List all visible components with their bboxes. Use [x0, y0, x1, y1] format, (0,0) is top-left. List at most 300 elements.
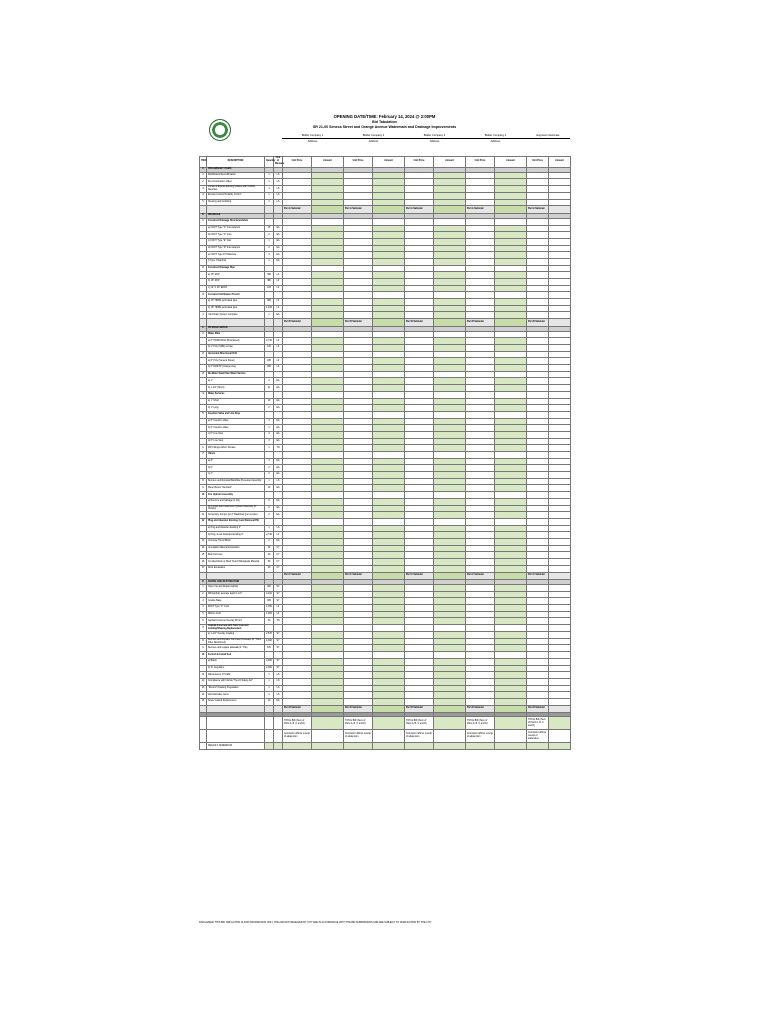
item-description: Mill Asphalt, average depth 1-1/4" — [207, 591, 265, 598]
addendum-value — [373, 730, 405, 743]
item-unit: LS — [274, 199, 283, 206]
item-no: 5 — [200, 199, 207, 206]
amount — [373, 279, 405, 286]
amount — [434, 252, 466, 259]
item-no — [200, 299, 207, 306]
bid-table — [199, 156, 571, 750]
subtotal-row — [200, 319, 571, 327]
item-quantity: 300 — [265, 365, 274, 372]
item-quantity: 180 — [265, 358, 274, 365]
amount — [434, 398, 466, 405]
unit-price — [283, 452, 312, 459]
amount — [312, 305, 344, 312]
amount — [495, 199, 527, 206]
unit-price — [405, 179, 434, 186]
item-description: Water Services — [207, 391, 265, 398]
amount — [434, 418, 466, 425]
unit-price — [344, 292, 373, 299]
amount — [312, 192, 344, 199]
item-description: a) Remove and Salvage to City — [207, 498, 265, 505]
amount — [312, 338, 344, 345]
amount — [373, 492, 405, 499]
unit-price — [283, 225, 312, 232]
amount — [373, 591, 405, 598]
item-no: 6 — [200, 445, 207, 452]
subtotal-amount — [373, 572, 405, 580]
item-unit: CY — [274, 545, 283, 552]
unit-price — [466, 665, 495, 672]
amount — [312, 378, 344, 385]
unit-price — [466, 351, 495, 358]
amount — [434, 238, 466, 245]
amount — [373, 672, 405, 679]
item-unit: EA — [274, 385, 283, 392]
cell — [274, 319, 283, 327]
amount — [495, 425, 527, 432]
amount — [373, 519, 405, 526]
amount — [312, 285, 344, 292]
unit-price — [283, 498, 312, 505]
total-bid-amount — [373, 717, 405, 730]
unit-price — [344, 472, 373, 479]
unit-price — [527, 252, 549, 259]
item-no — [200, 458, 207, 465]
unit-price — [527, 305, 549, 312]
item-quantity: 2 — [265, 232, 274, 239]
subtotal-label: Part B Subtotal — [466, 319, 495, 327]
item-no: 4 — [200, 605, 207, 612]
item-quantity: 10 — [265, 398, 274, 405]
amount — [373, 285, 405, 292]
table-row — [200, 478, 571, 485]
unit-price — [466, 192, 495, 199]
unit-price — [405, 498, 434, 505]
unit-price — [527, 265, 549, 272]
subtotal-amount — [434, 705, 466, 713]
amount — [495, 505, 527, 512]
unit-price — [344, 232, 373, 239]
unit-price — [466, 199, 495, 206]
subtotal-label: Part B Subtotal — [344, 319, 373, 327]
amount — [312, 418, 344, 425]
cell — [434, 743, 466, 750]
unit-price — [283, 391, 312, 398]
unit-price — [527, 638, 549, 645]
amount — [312, 505, 344, 512]
amount — [373, 331, 405, 338]
unit-price — [344, 391, 373, 398]
item-description: Temporary Jumper (w/ 2" Backflow) (per service) — [207, 512, 265, 519]
amount — [495, 472, 527, 479]
unit-price — [344, 258, 373, 265]
amount — [373, 411, 405, 418]
unit-price — [405, 431, 434, 438]
amount — [373, 312, 405, 319]
unit-price — [466, 685, 495, 692]
unit-price — [283, 279, 312, 286]
item-unit: LF — [274, 299, 283, 306]
unit-price — [344, 252, 373, 259]
item-unit: EA — [274, 225, 283, 232]
table-row — [200, 265, 571, 272]
item-unit: LF — [274, 279, 283, 286]
amount — [373, 638, 405, 645]
amount — [373, 458, 405, 465]
unit-price — [405, 186, 434, 193]
unit-price — [466, 465, 495, 472]
amount — [549, 552, 571, 559]
unit-price — [405, 591, 434, 598]
item-description: Asphalt Concrete with Tack Coat and Grading/Shaping Replacement — [207, 625, 265, 632]
unit-price — [283, 445, 312, 452]
amount — [549, 265, 571, 272]
table-row — [200, 391, 571, 398]
amount — [495, 418, 527, 425]
item-no — [200, 365, 207, 372]
item-description: e) FDOT Type P-5 Manhole — [207, 252, 265, 259]
item-unit: TN — [274, 618, 283, 625]
unit-price — [527, 658, 549, 665]
amount — [373, 445, 405, 452]
item-description: c) FDOT Type "E" Inlet — [207, 238, 265, 245]
amount — [373, 452, 405, 459]
unit-price — [344, 658, 373, 665]
item-unit: LS — [274, 525, 283, 532]
cell — [274, 705, 283, 713]
amount — [312, 492, 344, 499]
subtotal-amount — [312, 572, 344, 580]
item-description: b) 1-1/2" (Short) — [207, 385, 265, 392]
unit-price — [283, 585, 312, 592]
unit-price — [405, 218, 434, 225]
amount — [373, 645, 405, 652]
subtotal-amount — [495, 319, 527, 327]
amount — [434, 179, 466, 186]
amount — [549, 238, 571, 245]
total-bid-amount — [434, 717, 466, 730]
unit-price — [466, 371, 495, 378]
table-row — [200, 418, 571, 425]
item-no — [200, 252, 207, 259]
cell — [283, 743, 312, 750]
unit-price — [405, 458, 434, 465]
amount — [549, 258, 571, 265]
amount — [495, 678, 527, 685]
item-unit — [274, 452, 283, 459]
unit-price — [283, 478, 312, 485]
unit-price — [405, 539, 434, 546]
unit-price — [405, 338, 434, 345]
amount — [373, 658, 405, 665]
amount — [312, 411, 344, 418]
unit-price — [283, 232, 312, 239]
amount — [312, 345, 344, 352]
item-quantity: 390 — [265, 272, 274, 279]
amount — [373, 272, 405, 279]
amount — [549, 645, 571, 652]
unit-price — [344, 525, 373, 532]
unit-price — [466, 645, 495, 652]
item-unit: LS — [274, 692, 283, 699]
item-description: a) 1" — [207, 378, 265, 385]
item-quantity: 3 — [265, 458, 274, 465]
table-row — [200, 658, 571, 665]
item-unit: EA — [274, 312, 283, 319]
bidder-header-row — [199, 134, 570, 156]
unit-price — [405, 292, 434, 299]
amount — [434, 638, 466, 645]
amount — [312, 351, 344, 358]
unit-price — [283, 598, 312, 605]
amount — [434, 299, 466, 306]
subtotal-label: Part A Subtotal — [344, 206, 373, 214]
amount — [373, 512, 405, 519]
item-quantity: 2,000 — [265, 658, 274, 665]
unit-price — [344, 545, 373, 552]
table-row — [200, 172, 571, 179]
total-bid-amount — [495, 717, 527, 730]
unit-price — [283, 338, 312, 345]
addendum-row — [200, 730, 571, 743]
table-row — [200, 539, 571, 546]
unit-price — [527, 391, 549, 398]
unit-price — [527, 245, 549, 252]
amount — [549, 678, 571, 685]
unit-price — [527, 385, 549, 392]
item-quantity — [265, 625, 274, 632]
item-quantity: 1 — [265, 186, 274, 193]
unit-price — [405, 645, 434, 652]
amount — [434, 585, 466, 592]
unit-price — [283, 238, 312, 245]
amount — [549, 192, 571, 199]
table-row — [200, 492, 571, 499]
unit-price — [466, 532, 495, 539]
item-quantity: 1 — [265, 525, 274, 532]
item-quantity: 1 — [265, 478, 274, 485]
unit-price — [527, 299, 549, 306]
item-description: Locate & Expose Existing Utilities with Conflict Sketches — [207, 186, 265, 193]
table-row — [200, 245, 571, 252]
column-header: ITEM — [200, 156, 207, 167]
unit-price — [466, 525, 495, 532]
section-title: DRAINAGE — [207, 213, 265, 218]
amount — [495, 698, 527, 705]
item-unit: LS — [274, 172, 283, 179]
subtotal-row — [200, 572, 571, 580]
table-row — [200, 611, 571, 618]
unit-price — [466, 485, 495, 492]
unit-price — [527, 505, 549, 512]
cell — [200, 705, 207, 713]
item-description: Ribbon Curb — [207, 611, 265, 618]
unit-price — [466, 438, 495, 445]
cell — [200, 717, 207, 730]
amount — [312, 478, 344, 485]
table-row — [200, 272, 571, 279]
item-no — [200, 631, 207, 638]
unit-price — [344, 478, 373, 485]
item-quantity — [265, 492, 274, 499]
amount — [495, 285, 527, 292]
amount — [434, 545, 466, 552]
amount — [549, 292, 571, 299]
amount — [549, 225, 571, 232]
table-row — [200, 405, 571, 412]
item-description: b) 6" — [207, 465, 265, 472]
unit-price — [344, 345, 373, 352]
amount — [549, 431, 571, 438]
item-quantity: 103 — [265, 285, 274, 292]
unit-price — [283, 292, 312, 299]
amount — [549, 186, 571, 193]
amount — [495, 371, 527, 378]
amount — [495, 385, 527, 392]
item-description: d) 6" Line Stop — [207, 438, 265, 445]
item-quantity: 1 — [265, 672, 274, 679]
item-no: 11 — [200, 512, 207, 519]
amount — [312, 238, 344, 245]
item-description: b) Furnish and Install Fire Hydrant Assembly (6" Outlets) — [207, 505, 265, 512]
unit-price — [405, 445, 434, 452]
item-description: Bulk Concrete — [207, 552, 265, 559]
amount — [434, 232, 466, 239]
unit-price — [405, 331, 434, 338]
item-description: f) Type J Manhole — [207, 258, 265, 265]
item-no: 5 — [200, 411, 207, 418]
unit-price — [405, 225, 434, 232]
unit-price — [344, 638, 373, 645]
unit-price — [527, 532, 549, 539]
unit-price — [527, 405, 549, 412]
unit-price — [466, 552, 495, 559]
column-header: Unit Price — [283, 156, 312, 167]
unit-price — [344, 279, 373, 286]
subtotal-label: Part A Subtotal — [466, 206, 495, 214]
item-unit: EA — [274, 405, 283, 412]
amount — [312, 445, 344, 452]
item-unit: LS — [274, 192, 283, 199]
item-description: b) 18" RCP — [207, 279, 265, 286]
unit-price — [344, 598, 373, 605]
item-no — [200, 431, 207, 438]
amount — [549, 472, 571, 479]
unit-price — [283, 378, 312, 385]
item-description: Compliance with Florida "Trench Safety Act" — [207, 678, 265, 685]
item-no: 1 — [200, 172, 207, 179]
amount — [312, 292, 344, 299]
table-row — [200, 292, 571, 299]
amount — [549, 692, 571, 699]
item-no: 2 — [200, 179, 207, 186]
item-description: Mobilization/Demobilization — [207, 172, 265, 179]
amount — [373, 585, 405, 592]
amount — [373, 559, 405, 566]
item-description: b) 2" Poly (SDR) service — [207, 345, 265, 352]
unit-price — [527, 225, 549, 232]
unit-price — [405, 232, 434, 239]
amount — [312, 252, 344, 259]
unit-price — [405, 605, 434, 612]
item-description: b) 18" HDPE perforated pipe — [207, 305, 265, 312]
addendum-label: Contractor affirms receipt of addendum — [527, 730, 549, 743]
unit-price — [527, 652, 549, 659]
unit-price — [405, 378, 434, 385]
disclaimer: DISCLAIMER: THIS BID TABULATION IS FOR INFORMATION ONLY. THE AMOUNT RECEIVED BY CITY ARE IN ACCORDANCE WITH THE BID SUBMISSIONS AND ARE SUBJECT TO VERIFICATION BY THE CITY. — [199, 921, 432, 924]
item-quantity: 4,210 — [265, 591, 274, 598]
cell — [207, 572, 265, 580]
item-no: 2 — [200, 265, 207, 272]
item-quantity: 10 — [265, 698, 274, 705]
item-description: Clearing and Grubbing — [207, 199, 265, 206]
item-no — [200, 358, 207, 365]
table-row — [200, 232, 571, 239]
item-quantity: 20 — [265, 565, 274, 572]
item-quantity: 3 — [265, 438, 274, 445]
table-row — [200, 645, 571, 652]
unit-price — [527, 238, 549, 245]
total-bid-label: TOTAL BID (Sum of Parts A, B, C and D) — [466, 717, 495, 730]
subtotal-amount — [312, 206, 344, 214]
unit-price — [527, 351, 549, 358]
amount — [495, 218, 527, 225]
unit-price — [466, 631, 495, 638]
amount — [495, 652, 527, 659]
unit-price — [527, 371, 549, 378]
total-bid-label: TOTAL BID (Sum of Parts A, B, C and D) — [344, 717, 373, 730]
amount — [549, 505, 571, 512]
bidder-name: Engineer's Estimate — [526, 134, 570, 140]
unit-price — [344, 411, 373, 418]
amount — [495, 378, 527, 385]
unit-price — [405, 418, 434, 425]
unit-price — [344, 431, 373, 438]
item-no: 15 — [200, 698, 207, 705]
amount — [312, 598, 344, 605]
amount — [312, 631, 344, 638]
column-header: Unit Price — [344, 156, 373, 167]
unit-price — [466, 279, 495, 286]
amount — [549, 199, 571, 206]
column-header: DESCRIPTION — [207, 156, 265, 167]
unit-price — [283, 418, 312, 425]
amount — [434, 618, 466, 625]
amount — [549, 391, 571, 398]
table-row — [200, 438, 571, 445]
table-row — [200, 598, 571, 605]
item-no: 10 — [200, 652, 207, 659]
item-quantity — [265, 411, 274, 418]
amount — [549, 252, 571, 259]
item-no — [200, 258, 207, 265]
unit-price — [344, 512, 373, 519]
item-quantity: 3 — [265, 252, 274, 259]
amount — [312, 672, 344, 679]
amount — [312, 605, 344, 612]
amount — [549, 605, 571, 612]
unit-price — [405, 238, 434, 245]
subtotal-amount — [434, 206, 466, 214]
amount — [434, 625, 466, 632]
cell — [207, 717, 265, 730]
amount — [434, 631, 466, 638]
unit-price — [344, 692, 373, 699]
item-unit: EA — [274, 431, 283, 438]
amount — [495, 445, 527, 452]
bidder-name: Bidder Company 1 — [282, 134, 343, 140]
unit-price — [405, 252, 434, 259]
unit-price — [527, 452, 549, 459]
